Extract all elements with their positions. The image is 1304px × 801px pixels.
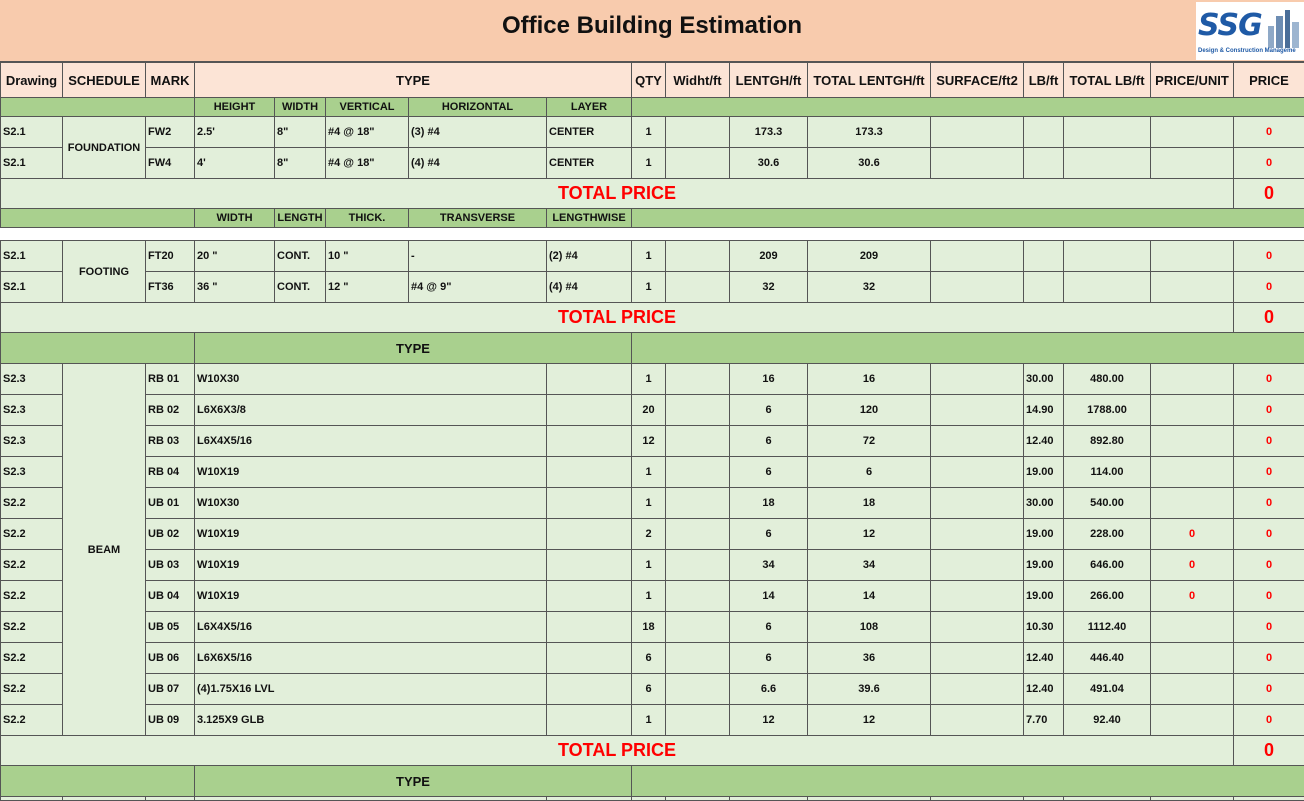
total-price-value: 0	[1233, 302, 1304, 333]
subheader-blank	[0, 97, 195, 117]
lb-cell: 19.00	[1023, 580, 1064, 612]
price-cell: 0	[1233, 704, 1304, 736]
drawing-cell: S2.2	[0, 580, 63, 612]
subheader-width: WIDTH	[194, 208, 275, 228]
dim-cell: 10 "	[325, 240, 409, 272]
width-cell	[665, 394, 730, 426]
price-cell: 0	[1233, 147, 1304, 179]
price-unit-cell	[1150, 363, 1234, 395]
dim-cell: #4 @ 18"	[325, 147, 409, 179]
price-unit-cell	[1150, 116, 1234, 148]
total-lb-cell	[1063, 271, 1151, 303]
qty-cell: 1	[631, 363, 666, 395]
total-lb-cell	[1063, 147, 1151, 179]
price-unit-cell	[1150, 673, 1234, 705]
column-header-surface-ft2: SURFACE/ft2	[930, 62, 1024, 98]
subheader-horizontal: HORIZONTAL	[408, 97, 547, 117]
type-cell: L6X4X5/16	[194, 425, 547, 457]
mark-cell: UB 05	[145, 611, 195, 643]
partial-row-cell	[145, 796, 195, 801]
mark-cell: FW4	[145, 147, 195, 179]
surface-cell	[930, 363, 1024, 395]
price-unit-cell: 0	[1150, 549, 1234, 581]
length-cell: 209	[729, 240, 808, 272]
dim-cell: 20 "	[194, 240, 275, 272]
surface-cell	[930, 518, 1024, 550]
qty-cell: 1	[631, 240, 666, 272]
dim-cell: #4 @ 18"	[325, 116, 409, 148]
column-header-drawing: Drawing	[0, 62, 63, 98]
price-cell: 0	[1233, 611, 1304, 643]
price-cell: 0	[1233, 673, 1304, 705]
price-cell: 0	[1233, 580, 1304, 612]
next-type-header: TYPE	[194, 765, 632, 797]
qty-cell: 1	[631, 147, 666, 179]
column-header-type: TYPE	[194, 62, 632, 98]
dim-cell: 8"	[274, 147, 326, 179]
total-length-cell: 34	[807, 549, 931, 581]
dim-cell: #4 @ 9"	[408, 271, 547, 303]
drawing-cell: S2.2	[0, 611, 63, 643]
total-length-cell: 32	[807, 271, 931, 303]
price-unit-cell: 0	[1150, 518, 1234, 550]
partial-row-cell	[62, 796, 146, 801]
price-cell: 0	[1233, 240, 1304, 272]
mark-cell: RB 03	[145, 425, 195, 457]
qty-cell: 1	[631, 456, 666, 488]
length-cell: 6	[729, 611, 808, 643]
width-cell	[665, 518, 730, 550]
length-cell: 6.6	[729, 673, 808, 705]
layer-cell	[546, 518, 632, 550]
drawing-cell: S2.1	[0, 240, 63, 272]
partial-row-cell	[0, 796, 63, 801]
partial-row-cell	[807, 796, 931, 801]
width-cell	[665, 116, 730, 148]
surface-cell	[930, 240, 1024, 272]
price-unit-cell: 0	[1150, 580, 1234, 612]
lb-cell	[1023, 147, 1064, 179]
dim-cell: -	[408, 240, 547, 272]
beam-type-header: TYPE	[194, 332, 632, 364]
drawing-cell: S2.2	[0, 518, 63, 550]
partial-row-cell	[930, 796, 1024, 801]
mark-cell: FT36	[145, 271, 195, 303]
length-cell: 14	[729, 580, 808, 612]
type-cell: W10X19	[194, 580, 547, 612]
partial-row-cell	[1063, 796, 1151, 801]
lb-cell	[1023, 271, 1064, 303]
schedule-cell: FOUNDATION	[62, 116, 146, 179]
total-lb-cell: 114.00	[1063, 456, 1151, 488]
price-cell: 0	[1233, 642, 1304, 674]
surface-cell	[930, 394, 1024, 426]
length-cell: 6	[729, 518, 808, 550]
total-length-cell: 120	[807, 394, 931, 426]
mark-cell: UB 07	[145, 673, 195, 705]
dim-cell: 36 "	[194, 271, 275, 303]
total-length-cell: 36	[807, 642, 931, 674]
qty-cell: 1	[631, 271, 666, 303]
lb-cell	[1023, 116, 1064, 148]
layer-cell	[546, 704, 632, 736]
total-price-label: TOTAL PRICE	[0, 302, 1234, 333]
mark-cell: UB 01	[145, 487, 195, 519]
drawing-cell: S2.1	[0, 147, 63, 179]
logo-subtitle: Design & Construction Manageme	[1198, 48, 1296, 54]
surface-cell	[930, 425, 1024, 457]
drawing-cell: S2.2	[0, 704, 63, 736]
subheader-blank-right	[631, 97, 1304, 117]
total-length-cell: 6	[807, 456, 931, 488]
partial-row-cell	[729, 796, 808, 801]
surface-cell	[930, 271, 1024, 303]
total-lb-cell: 1788.00	[1063, 394, 1151, 426]
width-cell	[665, 611, 730, 643]
total-lb-cell: 228.00	[1063, 518, 1151, 550]
total-price-value: 0	[1233, 735, 1304, 766]
price-cell: 0	[1233, 549, 1304, 581]
price-unit-cell	[1150, 425, 1234, 457]
price-unit-cell	[1150, 240, 1234, 272]
type-cell: W10X19	[194, 456, 547, 488]
partial-row-cell	[1023, 796, 1064, 801]
total-lb-cell	[1063, 116, 1151, 148]
length-cell: 12	[729, 704, 808, 736]
total-length-cell: 72	[807, 425, 931, 457]
surface-cell	[930, 611, 1024, 643]
column-header-price-unit: PRICE/UNIT	[1150, 62, 1234, 98]
total-length-cell: 18	[807, 487, 931, 519]
qty-cell: 1	[631, 549, 666, 581]
dim-cell: (2) #4	[546, 240, 632, 272]
qty-cell: 20	[631, 394, 666, 426]
column-header-price: PRICE	[1233, 62, 1304, 98]
width-cell	[665, 487, 730, 519]
layer-cell	[546, 394, 632, 426]
skyline-icon	[1262, 8, 1302, 48]
dim-cell: 12 "	[325, 271, 409, 303]
price-unit-cell	[1150, 611, 1234, 643]
mark-cell: RB 04	[145, 456, 195, 488]
drawing-cell: S2.2	[0, 487, 63, 519]
dim-cell: CENTER	[546, 147, 632, 179]
total-length-cell: 12	[807, 704, 931, 736]
width-cell	[665, 363, 730, 395]
total-price-value: 0	[1233, 178, 1304, 209]
type-cell: W10X19	[194, 518, 547, 550]
subheader-thick-: THICK.	[325, 208, 409, 228]
surface-cell	[930, 673, 1024, 705]
dim-cell: CONT.	[274, 240, 326, 272]
layer-cell	[546, 549, 632, 581]
mark-cell: RB 01	[145, 363, 195, 395]
lb-cell: 7.70	[1023, 704, 1064, 736]
surface-cell	[930, 487, 1024, 519]
column-header-lentgh-ft: LENTGH/ft	[729, 62, 808, 98]
total-lb-cell: 646.00	[1063, 549, 1151, 581]
qty-cell: 2	[631, 518, 666, 550]
partial-row-cell	[194, 796, 547, 801]
surface-cell	[930, 549, 1024, 581]
length-cell: 6	[729, 456, 808, 488]
length-cell: 6	[729, 425, 808, 457]
qty-cell: 12	[631, 425, 666, 457]
length-cell: 6	[729, 394, 808, 426]
mark-cell: UB 04	[145, 580, 195, 612]
next-subheader-blank	[0, 765, 195, 797]
total-lb-cell: 92.40	[1063, 704, 1151, 736]
drawing-cell: S2.2	[0, 549, 63, 581]
length-cell: 6	[729, 642, 808, 674]
total-lb-cell	[1063, 240, 1151, 272]
total-price-label: TOTAL PRICE	[0, 178, 1234, 209]
mark-cell: UB 09	[145, 704, 195, 736]
total-lb-cell: 491.04	[1063, 673, 1151, 705]
dim-cell: 8"	[274, 116, 326, 148]
mark-cell: UB 03	[145, 549, 195, 581]
price-cell: 0	[1233, 363, 1304, 395]
layer-cell	[546, 642, 632, 674]
surface-cell	[930, 116, 1024, 148]
drawing-cell: S2.2	[0, 642, 63, 674]
price-cell: 0	[1233, 394, 1304, 426]
drawing-cell: S2.2	[0, 673, 63, 705]
price-unit-cell	[1150, 487, 1234, 519]
subheader-vertical: VERTICAL	[325, 97, 409, 117]
drawing-cell: S2.3	[0, 394, 63, 426]
subheader-height: HEIGHT	[194, 97, 275, 117]
price-cell: 0	[1233, 487, 1304, 519]
width-cell	[665, 549, 730, 581]
length-cell: 16	[729, 363, 808, 395]
type-cell: W10X19	[194, 549, 547, 581]
qty-cell: 1	[631, 580, 666, 612]
total-lb-cell: 540.00	[1063, 487, 1151, 519]
subheader-lengthwise: LENGTHWISE	[546, 208, 632, 228]
length-cell: 32	[729, 271, 808, 303]
partial-row-cell	[1233, 796, 1304, 801]
price-cell: 0	[1233, 425, 1304, 457]
column-header-schedule: SCHEDULE	[62, 62, 146, 98]
drawing-cell: S2.3	[0, 456, 63, 488]
qty-cell: 1	[631, 704, 666, 736]
type-cell: L6X6X5/16	[194, 642, 547, 674]
dim-cell: CENTER	[546, 116, 632, 148]
width-cell	[665, 642, 730, 674]
total-length-cell: 173.3	[807, 116, 931, 148]
price-cell: 0	[1233, 116, 1304, 148]
surface-cell	[930, 642, 1024, 674]
width-cell	[665, 673, 730, 705]
width-cell	[665, 704, 730, 736]
lb-cell: 30.00	[1023, 363, 1064, 395]
dim-cell: 4'	[194, 147, 275, 179]
type-cell: L6X4X5/16	[194, 611, 547, 643]
price-cell: 0	[1233, 456, 1304, 488]
price-cell: 0	[1233, 518, 1304, 550]
width-cell	[665, 425, 730, 457]
qty-cell: 1	[631, 116, 666, 148]
length-cell: 173.3	[729, 116, 808, 148]
total-lb-cell: 446.40	[1063, 642, 1151, 674]
price-unit-cell	[1150, 704, 1234, 736]
total-lb-cell: 266.00	[1063, 580, 1151, 612]
dim-cell: 2.5'	[194, 116, 275, 148]
qty-cell: 6	[631, 642, 666, 674]
lb-cell: 10.30	[1023, 611, 1064, 643]
layer-cell	[546, 425, 632, 457]
subheader-length: LENGTH	[274, 208, 326, 228]
width-cell	[665, 271, 730, 303]
lb-cell: 14.90	[1023, 394, 1064, 426]
price-unit-cell	[1150, 642, 1234, 674]
dim-cell: (3) #4	[408, 116, 547, 148]
company-logo	[1196, 2, 1304, 60]
mark-cell: UB 06	[145, 642, 195, 674]
column-header-total-lb-ft: TOTAL LB/ft	[1063, 62, 1151, 98]
layer-cell	[546, 487, 632, 519]
layer-cell	[546, 611, 632, 643]
partial-row-cell	[546, 796, 632, 801]
surface-cell	[930, 704, 1024, 736]
qty-cell: 18	[631, 611, 666, 643]
length-cell: 34	[729, 549, 808, 581]
schedule-cell: FOOTING	[62, 240, 146, 303]
layer-cell	[546, 456, 632, 488]
next-subheader-blank-right	[631, 765, 1304, 797]
lb-cell: 19.00	[1023, 518, 1064, 550]
total-lb-cell: 892.80	[1063, 425, 1151, 457]
column-header-widht-ft: Widht/ft	[665, 62, 730, 98]
type-cell: W10X30	[194, 487, 547, 519]
column-header-mark: MARK	[145, 62, 195, 98]
qty-cell: 1	[631, 487, 666, 519]
price-cell: 0	[1233, 271, 1304, 303]
drawing-cell: S2.3	[0, 363, 63, 395]
total-length-cell: 209	[807, 240, 931, 272]
drawing-cell: S2.3	[0, 425, 63, 457]
column-header-total-lentgh-ft: TOTAL LENTGH/ft	[807, 62, 931, 98]
price-unit-cell	[1150, 456, 1234, 488]
subheader-width: WIDTH	[274, 97, 326, 117]
width-cell	[665, 456, 730, 488]
drawing-cell: S2.1	[0, 271, 63, 303]
logo-text: SSG	[1198, 8, 1262, 43]
title-bar	[0, 0, 1304, 62]
mark-cell: FW2	[145, 116, 195, 148]
price-unit-cell	[1150, 271, 1234, 303]
lb-cell: 12.40	[1023, 425, 1064, 457]
column-header-qty: QTY	[631, 62, 666, 98]
column-header-lb-ft: LB/ft	[1023, 62, 1064, 98]
lb-cell	[1023, 240, 1064, 272]
mark-cell: FT20	[145, 240, 195, 272]
total-price-label: TOTAL PRICE	[0, 735, 1234, 766]
subheader-blank-right	[631, 208, 1304, 228]
lb-cell: 30.00	[1023, 487, 1064, 519]
price-unit-cell	[1150, 147, 1234, 179]
total-length-cell: 30.6	[807, 147, 931, 179]
type-cell: W10X30	[194, 363, 547, 395]
total-length-cell: 39.6	[807, 673, 931, 705]
layer-cell	[546, 580, 632, 612]
mark-cell: RB 02	[145, 394, 195, 426]
type-cell: L6X6X3/8	[194, 394, 547, 426]
dim-cell: (4) #4	[408, 147, 547, 179]
lb-cell: 19.00	[1023, 549, 1064, 581]
layer-cell	[546, 363, 632, 395]
total-length-cell: 108	[807, 611, 931, 643]
surface-cell	[930, 147, 1024, 179]
page-title: Office Building Estimation	[501, 12, 802, 39]
total-lb-cell: 480.00	[1063, 363, 1151, 395]
length-cell: 18	[729, 487, 808, 519]
layer-cell	[546, 673, 632, 705]
schedule-cell: BEAM	[62, 363, 146, 736]
lb-cell: 19.00	[1023, 456, 1064, 488]
total-lb-cell: 1112.40	[1063, 611, 1151, 643]
beam-subheader-blank-right	[631, 332, 1304, 364]
surface-cell	[930, 580, 1024, 612]
partial-row-cell	[665, 796, 730, 801]
beam-subheader-blank	[0, 332, 195, 364]
lb-cell: 12.40	[1023, 673, 1064, 705]
subheader-transverse: TRANSVERSE	[408, 208, 547, 228]
width-cell	[665, 240, 730, 272]
mark-cell: UB 02	[145, 518, 195, 550]
drawing-cell: S2.1	[0, 116, 63, 148]
price-unit-cell	[1150, 394, 1234, 426]
width-cell	[665, 580, 730, 612]
type-cell: 3.125X9 GLB	[194, 704, 547, 736]
length-cell: 30.6	[729, 147, 808, 179]
qty-cell: 6	[631, 673, 666, 705]
total-length-cell: 12	[807, 518, 931, 550]
subheader-layer: LAYER	[546, 97, 632, 117]
lb-cell: 12.40	[1023, 642, 1064, 674]
width-cell	[665, 147, 730, 179]
type-cell: (4)1.75X16 LVL	[194, 673, 547, 705]
total-length-cell: 14	[807, 580, 931, 612]
partial-row-cell	[631, 796, 666, 801]
subheader-blank	[0, 208, 195, 228]
total-length-cell: 16	[807, 363, 931, 395]
partial-row-cell	[1150, 796, 1234, 801]
dim-cell: (4) #4	[546, 271, 632, 303]
dim-cell: CONT.	[274, 271, 326, 303]
surface-cell	[930, 456, 1024, 488]
